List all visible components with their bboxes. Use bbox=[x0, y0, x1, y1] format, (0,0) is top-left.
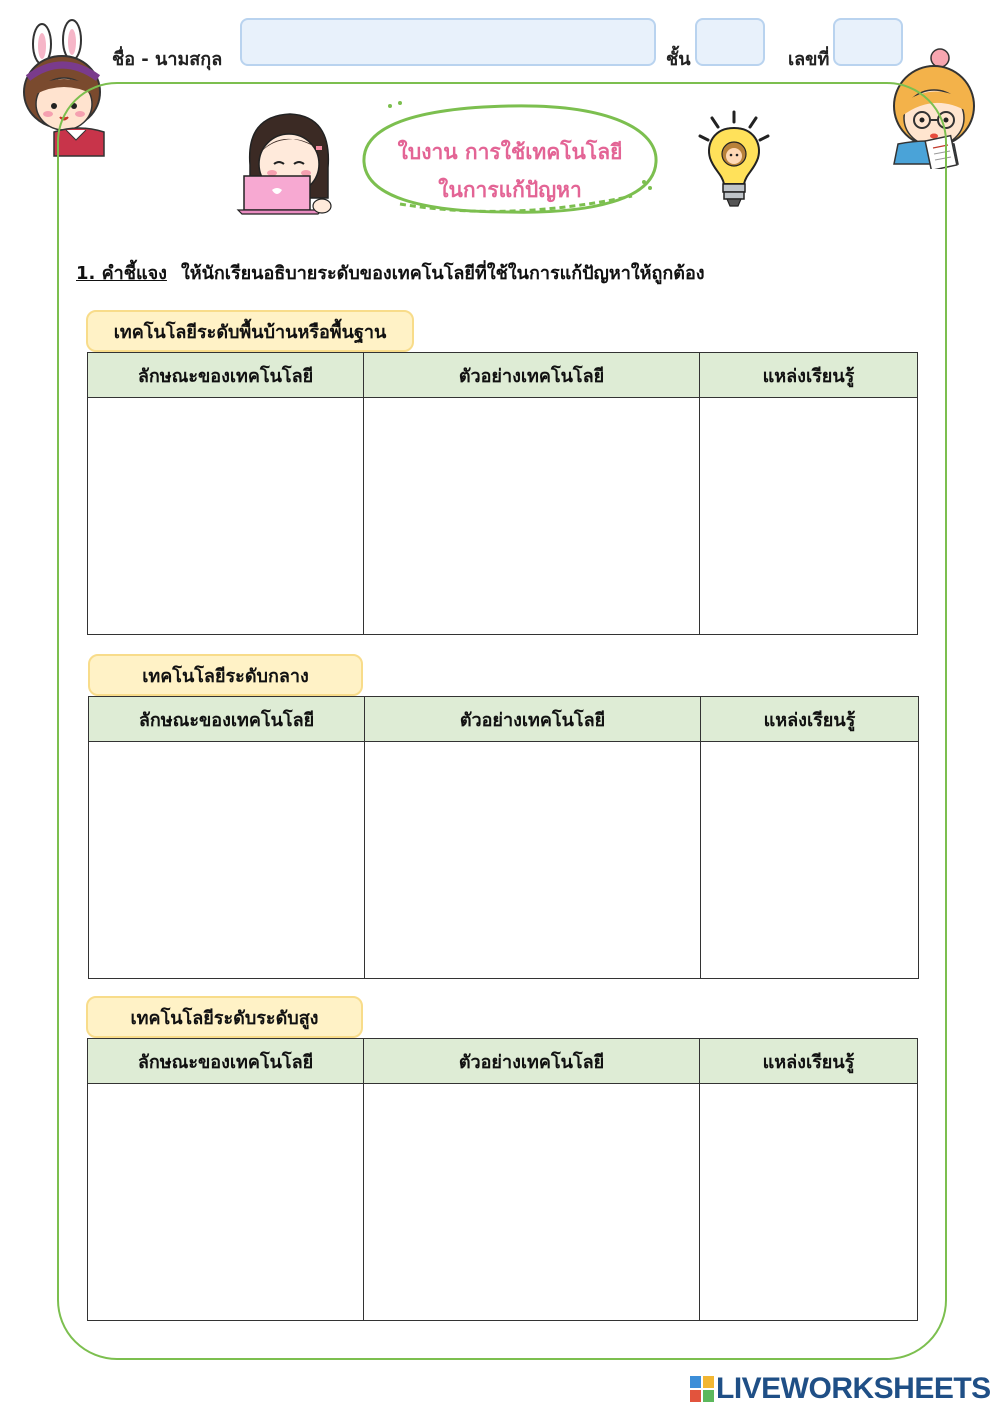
column-header: แหล่งเรียนรู้ bbox=[701, 697, 919, 742]
column-header: ลักษณะของเทคโนโลยี bbox=[88, 1039, 364, 1084]
section-2-title: เทคโนโลยีระดับกลาง bbox=[88, 654, 363, 696]
column-header: ลักษณะของเทคโนโลยี bbox=[89, 697, 365, 742]
name-input[interactable] bbox=[240, 18, 656, 66]
instruction-number: 1. คำชี้แจง bbox=[76, 263, 167, 284]
class-label: ชั้น bbox=[666, 49, 691, 70]
girl-laptop-illustration-icon bbox=[232, 110, 342, 215]
liveworksheets-mark-icon bbox=[690, 1376, 714, 1402]
section-2-table bbox=[88, 696, 919, 979]
liveworksheets-brand: LIVEWORKSHEETS bbox=[716, 1372, 991, 1405]
answer-cell-sources[interactable] bbox=[700, 1084, 918, 1321]
section-3-table bbox=[87, 1038, 918, 1321]
instruction bbox=[76, 258, 705, 287]
number-label: เลขที่ bbox=[788, 49, 830, 70]
title-line-2: ในการแก้ปัญหา bbox=[438, 178, 582, 202]
class-input[interactable] bbox=[695, 18, 765, 66]
section-1-table bbox=[87, 352, 918, 635]
column-header: แหล่งเรียนรู้ bbox=[700, 353, 918, 398]
column-header: ตัวอย่างเทคโนโลยี bbox=[364, 1039, 700, 1084]
answer-cell-characteristics[interactable] bbox=[88, 398, 364, 635]
column-header: ลักษณะของเทคโนโลยี bbox=[88, 353, 364, 398]
instruction-text: ให้นักเรียนอธิบายระดับของเทคโนโลยีที่ใช้ในการแก้ปัญหาให้ถูกต้อง bbox=[180, 263, 705, 284]
name-label: ชื่อ - นามสกุล bbox=[112, 49, 223, 70]
answer-cell-examples[interactable] bbox=[364, 1084, 700, 1321]
section-1-title: เทคโนโลยีระดับพื้นบ้านหรือพื้นฐาน bbox=[86, 310, 414, 352]
section-3-title: เทคโนโลยีระดับระดับสูง bbox=[86, 996, 363, 1038]
answer-cell-sources[interactable] bbox=[701, 742, 919, 979]
answer-cell-characteristics[interactable] bbox=[88, 1084, 364, 1321]
lightbulb-icon bbox=[694, 110, 774, 212]
answer-cell-sources[interactable] bbox=[700, 398, 918, 635]
column-header: ตัวอย่างเทคโนโลยี bbox=[365, 697, 701, 742]
liveworksheets-logo bbox=[690, 1372, 991, 1406]
title-badge bbox=[360, 100, 660, 218]
column-header: แหล่งเรียนรู้ bbox=[700, 1039, 918, 1084]
answer-cell-characteristics[interactable] bbox=[89, 742, 365, 979]
answer-cell-examples[interactable] bbox=[364, 398, 700, 635]
title-line-1: ใบงาน การใช้เทคโนโลยี bbox=[397, 140, 623, 164]
answer-cell-examples[interactable] bbox=[365, 742, 701, 979]
column-header: ตัวอย่างเทคโนโลยี bbox=[364, 353, 700, 398]
